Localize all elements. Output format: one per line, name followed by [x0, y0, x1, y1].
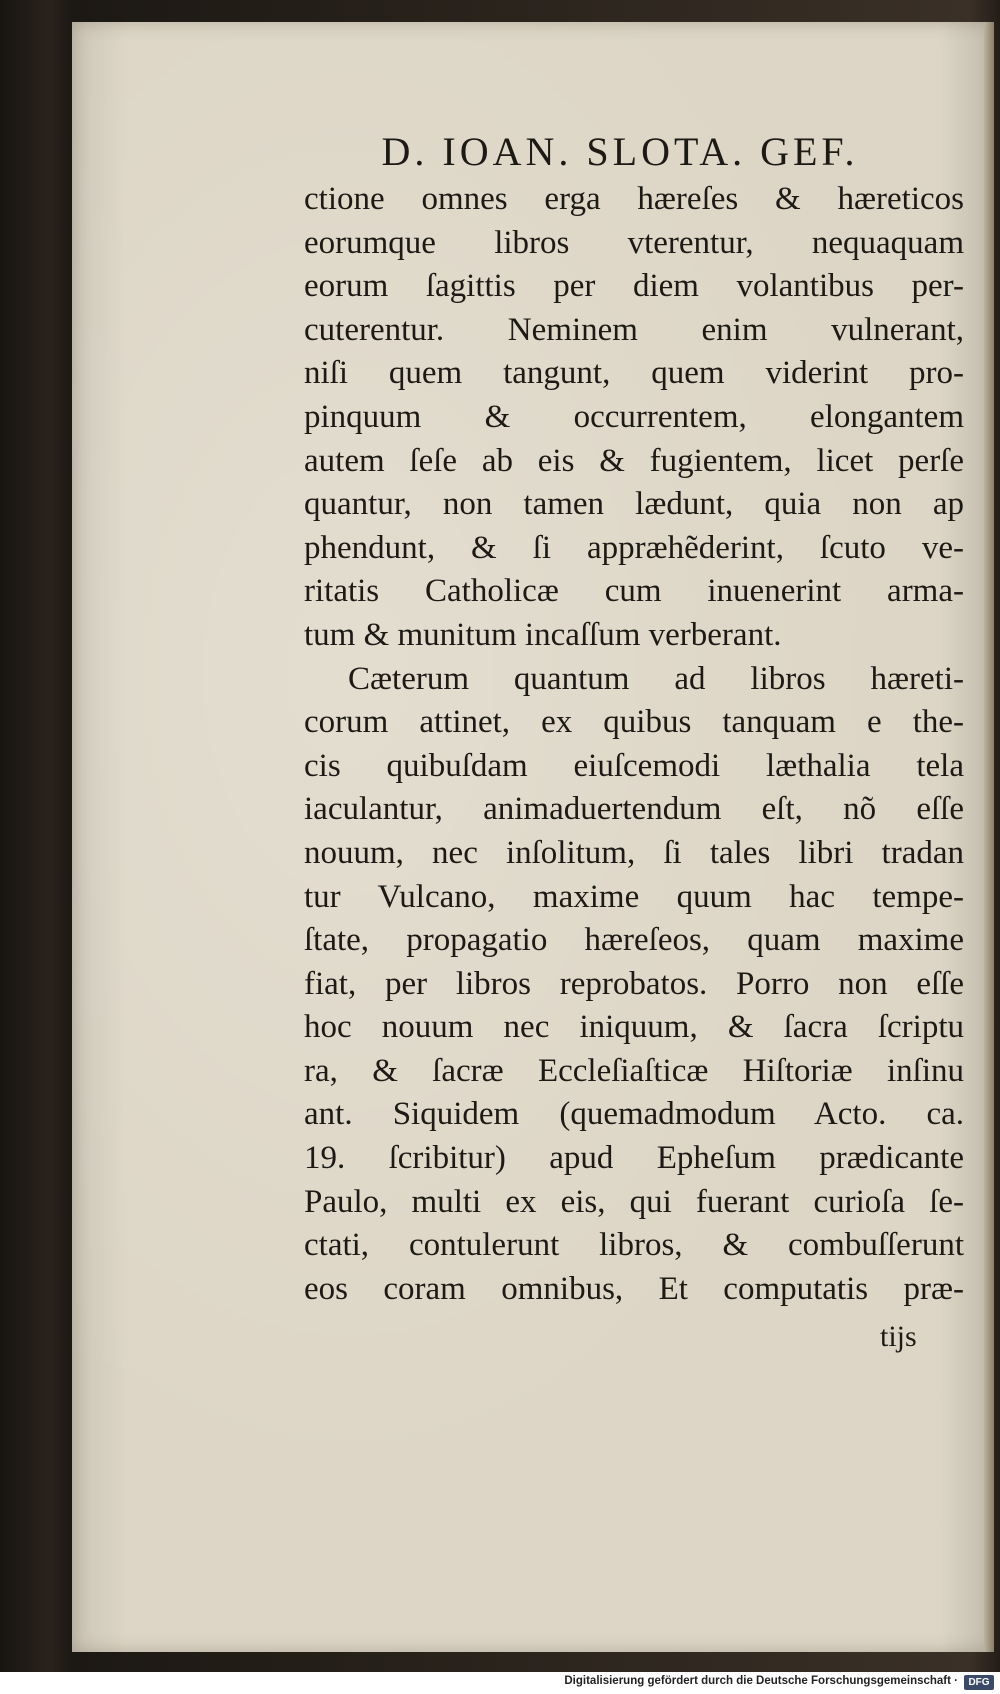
text-line: iaculantur, animaduertendum eſt, nõ eſſe [304, 791, 964, 828]
text-line: ant. Siquidem (quemadmodum Acto. ca. [304, 1096, 964, 1133]
footer-credit: Digitalisierung gefördert durch die Deutsche Forschungsgemeinschaft · [564, 1675, 958, 1687]
text-line: autem ſeſe ab eis & fugientem, licet perſe [304, 442, 964, 479]
text-line: ſtate, propagatio hæreſeos, quam maxime [304, 922, 964, 959]
text-line: eorumque libros vterentur, nequaquam [304, 224, 964, 261]
page-edge [984, 22, 994, 1652]
text-line: ra, & ſacræ Eccleſiaſticæ Hiſtoriæ inſinu [304, 1052, 964, 1089]
text-line: ctati, contulerunt libros, & combuſſerunt [304, 1227, 964, 1264]
text-line: ctione omnes erga hæreſes & hæreticos [304, 181, 964, 217]
text-line: niſi quem tangunt, quem viderint pro- [304, 355, 964, 392]
text-line: cuterentur. Neminem enim vulnerant, [304, 311, 964, 348]
text-line: ritatis Catholicæ cum inuenerint arma- [304, 573, 964, 610]
text-line: Cæterum quantum ad libros hæreti- [348, 660, 964, 697]
text-line: cis quibuſdam eiuſcemodi læthalia tela [304, 747, 964, 784]
text-line: quantur, non tamen lædunt, quia non ap [304, 486, 964, 523]
running-head: D. IOAN. SLOTA. GEF. [381, 129, 859, 174]
text-line: corum attinet, ex quibus tanquam e the- [304, 704, 964, 741]
text-line: phendunt, & ſi appræhẽderint, ſcuto ve- [304, 529, 964, 566]
body-text [304, 178, 964, 1311]
text-line: nouum, nec inſolitum, ſi tales libri tradan [304, 834, 964, 871]
dfg-logo-icon: DFG [964, 1675, 994, 1690]
text-line: tum & munitum incaſſum verberant. [304, 616, 782, 653]
text-line: 19. ſcribitur) apud Epheſum prædicante [304, 1140, 964, 1177]
text-line: tur Vulcano, maxime quum hac tempe- [304, 878, 964, 915]
text-line: pinquum & occurrentem, elongantem [304, 398, 964, 435]
catchword: tijs [880, 1320, 917, 1353]
text-line: fiat, per libros reprobatos. Porro non eſſe [304, 965, 964, 1002]
text-line: eos coram omnibus, Et computatis præ- [304, 1270, 964, 1307]
text-line: Paulo, multi ex eis, qui fuerant curioſa ſe- [304, 1183, 964, 1220]
footer-bar [0, 1672, 1000, 1694]
text-line: eorum ſagittis per diem volantibus per- [304, 268, 964, 305]
text-line: hoc nouum nec iniquum, & ſacra ſcriptu [304, 1009, 964, 1046]
